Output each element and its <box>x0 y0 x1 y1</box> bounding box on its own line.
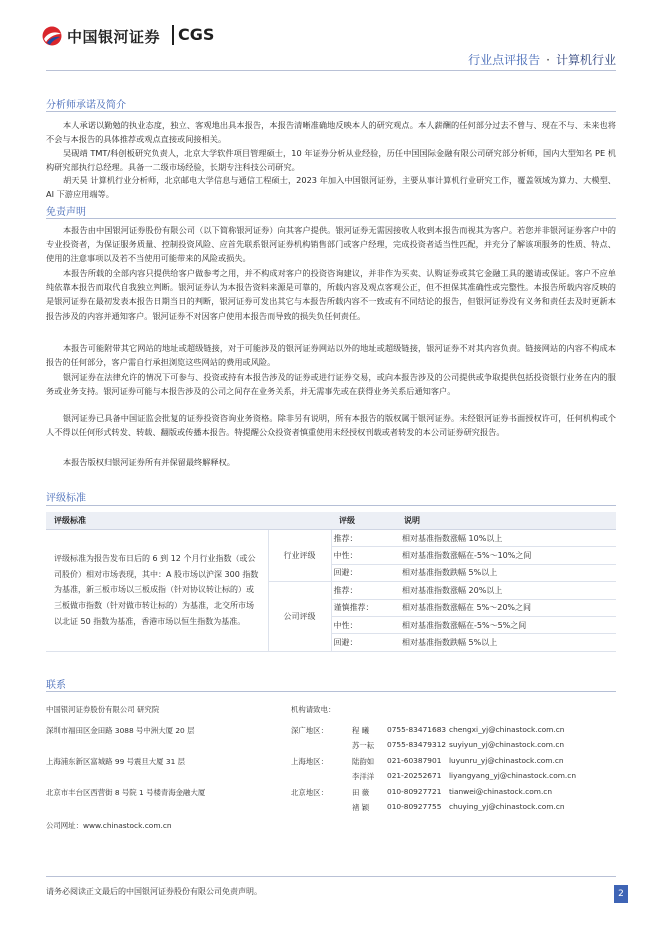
contact-email[interactable]: suyiyun_yj@chinastock.com.cn <box>449 740 565 749</box>
address-shanghai: 上海浦东新区富城路 99 号震旦大厦 31 层 <box>46 757 186 766</box>
rating-level: 谨慎推荐： <box>331 599 396 616</box>
contact-email[interactable]: tianwei@chinastock.com.cn <box>449 787 553 796</box>
rating-description: 相对基准指数跌幅 5%以上 <box>396 564 616 581</box>
company-rating-label: 公司评级 <box>268 582 331 652</box>
contact-name: 苏一耘 <box>352 741 375 750</box>
rating-description: 相对基准指数跌幅 5%以上 <box>396 634 616 651</box>
region-label: 上海地区： <box>291 757 328 766</box>
analyst-bio-1: 吴砚靖 TMT/科创板研究负责人，北京大学软件项目管理硕士，10 年证券分析从业经验，历任中国国际金融有限公司研究部分析师，国内大型知名 PE 机构研究部执行总经理。具备一二级市场经验，长期专注科技公司研究。 <box>46 148 616 173</box>
rating-level: 回避： <box>331 564 396 581</box>
region-label: 深广地区： <box>291 726 328 735</box>
report-type <box>468 51 616 68</box>
report-category: 行业点评报告 <box>468 53 541 67</box>
contact-name: 褚 颖 <box>352 803 370 812</box>
contact-name: 陆韵如 <box>352 757 375 766</box>
section-divider <box>46 218 616 219</box>
header-divider <box>46 70 616 71</box>
contact-email[interactable]: chuying_yj@chinastock.com.cn <box>449 802 565 811</box>
sales-title: 机构请致电： <box>291 705 336 714</box>
region-label: 北京地区： <box>291 788 328 797</box>
disclaimer-paragraph-5: 银河证券已具备中国证监会批复的证券投资咨询业务资格。除非另有说明，所有本报告的版权属于银河证券。未经银河证券书面授权许可，任何机构或个人不得以任何形式转发、转载、翻版或传播本报告。特提醒公众投资者慎重使用未经授权刊载或者转发的本公司证券研究报告。 <box>46 413 616 438</box>
rating-standard-text: 评级标准为报告发布日后的 6 到 12 个月行业指数（或公司股价）相对市场表现，其中：A 股市场以沪深 300 指数为基准，新三板市场以三板成指（针对协议转让标的）或三板做市指数（针对做市转让标的）为基准，北交所市场以北证 50 指数为基准，香港市场以恒生指数为基准。 <box>46 530 268 652</box>
rating-level: 中性： <box>331 547 396 564</box>
rating-description: 相对基准指数涨幅 10%以上 <box>396 530 616 547</box>
cgs-logo-icon <box>42 26 62 46</box>
industry-name: 计算机行业 <box>555 53 616 67</box>
disclaimer-paragraph-4: 银河证券在法律允许的情况下可参与、投资或持有本报告涉及的证券或进行证券交易，或向本报告涉及的公司提供或争取提供包括投资银行业务在内的服务或业务支持。银河证券可能与本报告涉及的公司之间存在业务关系，并无需事先或在获得业务关系后通知客户。 <box>46 372 616 397</box>
logo-divider <box>172 25 174 45</box>
header-rating: 评级 <box>331 512 396 530</box>
header-description: 说明 <box>396 512 616 530</box>
analyst-statement: 本人承诺以勤勉的执业态度，独立、客观地出具本报告，本报告清晰准确地反映本人的研究观点。本人薪酬的任何部分过去不曾与、现在不与、未来也将不会与本报告的具体推荐或观点直接或间接相关。 <box>46 120 616 145</box>
logo-text-en: CGS <box>178 25 215 44</box>
rating-level: 推荐： <box>331 530 396 547</box>
contact-name: 程 曦 <box>352 726 370 735</box>
address-beijing: 北京市丰台区西营街 8 号院 1 号楼青海金融大厦 <box>46 788 206 797</box>
rating-level: 中性： <box>331 616 396 633</box>
section-divider <box>46 691 616 692</box>
rating-description: 相对基准指数涨幅在-5%～5%之间 <box>396 616 616 633</box>
contact-name: 李洋洋 <box>352 772 375 781</box>
address-shenzhen: 深圳市福田区金田路 3088 号中洲大厦 20 层 <box>46 726 195 735</box>
analyst-bio-2: 胡天昊 计算机行业分析师，北京邮电大学信息与通信工程硕士，2023 年加入中国银河证券，主要从事计算机行业研究工作，覆盖领域为算力、大模型、AI 下游应用端等。 <box>46 175 616 200</box>
contact-phone: 0755-83479312 <box>387 740 447 749</box>
contact-email[interactable]: chengxi_yj@chinastock.com.cn <box>449 725 565 734</box>
rating-description: 相对基准指数涨幅 20%以上 <box>396 582 616 599</box>
contact-phone: 021-60387901 <box>387 756 442 765</box>
rating-description: 相对基准指数涨幅在 5%～20%之间 <box>396 599 616 616</box>
industry-rating-label: 行业评级 <box>268 530 331 582</box>
disclaimer-paragraph-6: 本报告版权归银河证券所有并保留最终解释权。 <box>63 457 235 467</box>
company-name: 中国银河证券股份有限公司 研究院 <box>46 705 160 714</box>
logo-text-cn: 中国银河证券 <box>67 28 161 46</box>
rating-level: 回避： <box>331 634 396 651</box>
section-divider <box>46 505 616 506</box>
disclaimer-paragraph-1: 本报告由中国银河证券股份有限公司（以下简称银河证券）向其客户提供。银河证券无需因接收人收到本报告而视其为客户。若您并非银河证券客户中的专业投资者，为保证服务质量、控制投资风险、应首先联系银河证券机构销售部门或客户经理，完成投资者适当性匹配，并充分了解该项服务的性质、特点、使用的注意事项以及若不当使用可能带来的风险或损失。 <box>46 225 616 264</box>
rating-description: 相对基准指数涨幅在-5%～10%之间 <box>396 547 616 564</box>
contact-phone: 0755-83471683 <box>387 725 447 734</box>
table-row <box>46 530 616 547</box>
contact-phone: 010-80927721 <box>387 787 442 796</box>
contact-section-title: 联系 <box>46 680 66 691</box>
contact-email[interactable]: luyunru_yj@chinastock.com.cn <box>449 756 564 765</box>
footer-notice: 请务必阅读正文最后的中国银河证券股份有限公司免责声明。 <box>46 887 262 896</box>
rating-level: 推荐： <box>331 582 396 599</box>
page-number: 2 <box>614 885 628 903</box>
contact-phone: 021-20252671 <box>387 771 442 780</box>
contact-name: 田 薇 <box>352 788 370 797</box>
contact-email[interactable]: liyangyang_yj@chinastock.com.cn <box>449 771 577 780</box>
company-website[interactable]: 公司网址：www.chinastock.com.cn <box>46 821 172 830</box>
disclaimer-paragraph-2: 本报告所载的全部内容只提供给客户做参考之用，并不构成对客户的投资咨询建议，并非作为买卖、认购证券或其它金融工具的邀请或保证。客户不应单纯依靠本报告而取代自我独立判断。银河证券认为本报告资料来源是可靠的，所载内容及观点客观公正，但不担保其准确性或完整性。本报告所载内容反映的是银河证券在最初发表本报告日期当日的判断，银河证券可发出其它与本报告所载内容不一致或有不同结论的报告，但银河证券没有义务和责任去及时更新本报告涉及的内容并通知客户。银河证券不对因客户使用本报告而导致的损失负任何责任。 <box>46 268 616 321</box>
rating-section-title: 评级标准 <box>46 493 86 504</box>
footer-divider <box>46 876 616 877</box>
contact-phone: 010-80927755 <box>387 802 442 811</box>
section-divider <box>46 111 616 112</box>
header-separator: · <box>546 53 550 67</box>
analyst-section-title: 分析师承诺及简介 <box>46 100 126 111</box>
disclaimer-section-title: 免责声明 <box>46 207 86 218</box>
header-standard: 评级标准 <box>46 512 331 530</box>
table-header-row <box>46 512 616 530</box>
rating-table <box>46 512 616 652</box>
disclaimer-paragraph-3: 本报告可能附带其它网站的地址或超级链接，对于可能涉及的银河证券网站以外的地址或超级链接，银河证券不对其内容负责。链接网站的内容不构成本报告的任何部分，客户需自行承担浏览这些网站的费用或风险。 <box>46 343 616 368</box>
